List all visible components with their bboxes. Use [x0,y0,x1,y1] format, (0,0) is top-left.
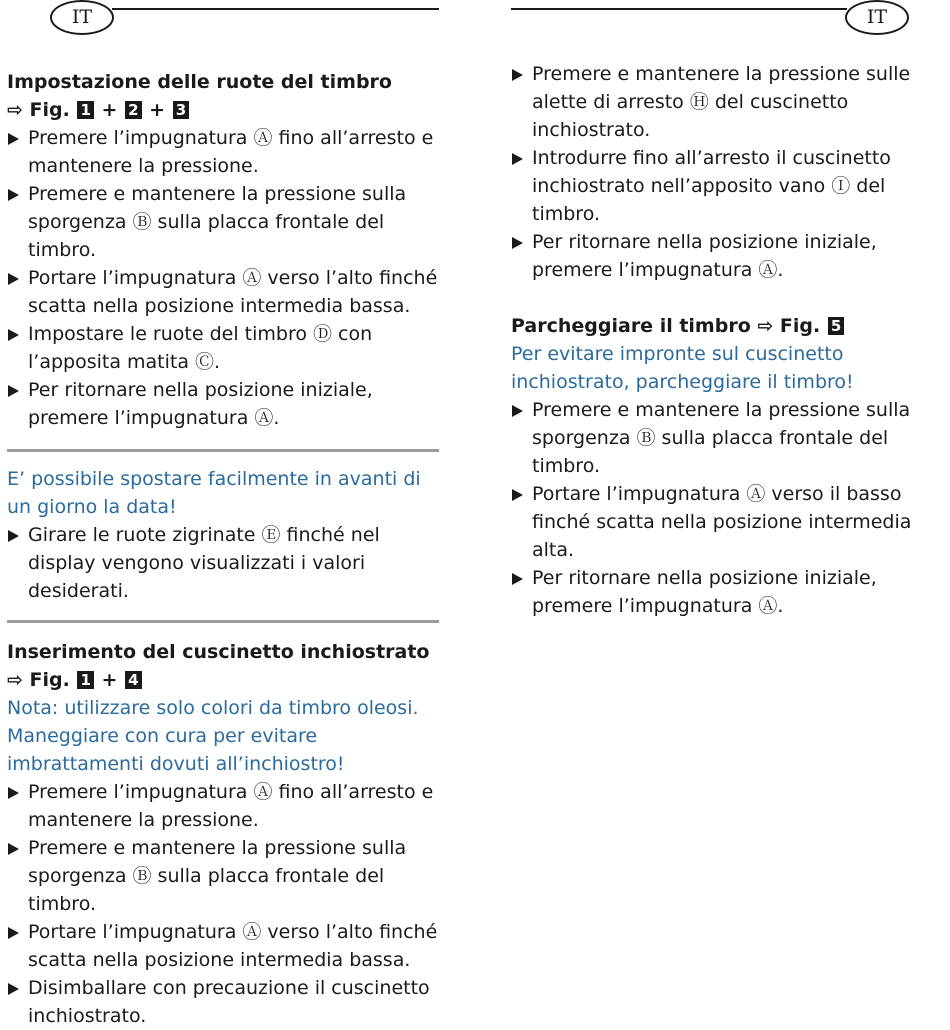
step-list [7,124,439,432]
info-note: Per evitare impronte sul cuscinetto inchiostrato, parcheggiare il timbro! [511,343,854,393]
fig-number: 5 [828,317,844,335]
plus-sign: + [149,99,166,121]
fig-prefix: ⇨ Fig. [7,99,70,121]
left-column [7,0,439,1030]
step-item: Per ritornare nella posizione iniziale, premere l’impugnatura Ⓐ. [7,376,439,432]
fig-number: 2 [125,101,141,119]
step-item: Premere l’impugnatura Ⓐ fino all’arresto e mantenere la pressione. [7,778,439,834]
fig-prefix: ⇨ Fig. [757,315,821,337]
language-badge: IT [845,0,909,35]
heading-text: Parcheggiare il timbro [511,315,751,337]
section-date-advance [7,465,439,605]
section-ink-pad-continued [511,60,943,284]
fig-number: 1 [77,101,93,119]
step-item: Per ritornare nella posizione iniziale, premere l’impugnatura Ⓐ. [511,564,943,620]
step-item: Disimballare con precauzione il cuscinetto inchiostrato. [7,974,439,1030]
fig-number: 1 [77,671,93,689]
step-item: Premere e mantenere la pressione sulla sporgenza Ⓑ sulla placca frontale del timbro. [7,180,439,264]
plus-sign: + [101,99,118,121]
header-rule [112,8,439,10]
step-list [511,396,943,620]
step-item: Impostare le ruote del timbro Ⓓ con l’apposita matita Ⓒ. [7,320,439,376]
info-note: Nota: utilizzare solo colori da timbro oleosi. Maneggiare con cura per evitare imbrattamenti dovuti all’inchiostro! [7,697,419,775]
step-item: Premere e mantenere la pressione sulle alette di arresto Ⓗ del cuscinetto inchiostrato. [511,60,943,144]
language-badge: IT [50,0,114,35]
fig-prefix: ⇨ Fig. [7,669,70,691]
section-divider [7,620,439,623]
fig-number: 4 [125,671,141,689]
right-header [511,0,943,40]
section-stamp-wheels [7,68,439,432]
section-divider [7,449,439,452]
step-list [7,778,439,1030]
plus-sign: + [101,669,118,691]
step-item: Premere e mantenere la pressione sulla sporgenza Ⓑ sulla placca frontale del timbro. [511,396,943,480]
step-item: Premere e mantenere la pressione sulla sporgenza Ⓑ sulla placca frontale del timbro. [7,834,439,918]
step-item: Introdurre fino all’arresto il cuscinetto inchiostrato nell’apposito vano Ⓘ del timbro. [511,144,943,228]
step-item: Portare l’impugnatura Ⓐ verso l’alto finché scatta nella posizione intermedia bassa. [7,918,439,974]
step-item: Premere l’impugnatura Ⓐ fino all’arresto e mantenere la pressione. [7,124,439,180]
step-list [7,521,439,605]
left-header [7,0,439,40]
figure-reference [7,666,439,694]
step-list [511,60,943,284]
section-ink-pad [7,638,439,1030]
section-park-stamp [511,312,943,620]
step-item: Portare l’impugnatura Ⓐ verso l’alto finché scatta nella posizione intermedia bassa. [7,264,439,320]
section-heading: Impostazione delle ruote del timbro [7,71,392,93]
step-item: Portare l’impugnatura Ⓐ verso il basso finché scatta nella posizione intermedia alta. [511,480,943,564]
figure-reference [7,96,439,124]
right-column [511,0,943,620]
fig-number: 3 [173,101,189,119]
header-rule [511,8,847,10]
step-item: Girare le ruote zigrinate Ⓔ finché nel display vengono visualizzati i valori desiderati. [7,521,439,605]
section-heading: Inserimento del cuscinetto inchiostrato [7,641,430,663]
section-heading [511,312,943,340]
step-item: Per ritornare nella posizione iniziale, premere l’impugnatura Ⓐ. [511,228,943,284]
info-note: E’ possibile spostare facilmente in avanti di un giorno la data! [7,468,421,518]
